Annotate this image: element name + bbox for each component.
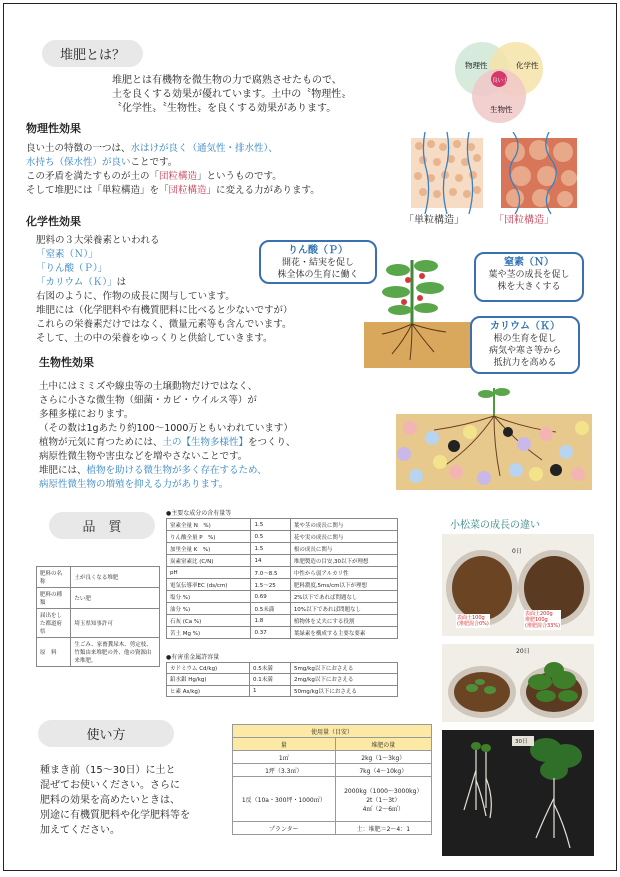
physical-line-3: この矛盾を満たすものが土の「団粒構造」というものです。 (26, 171, 282, 182)
table-row: ヒ素 As/kg) 1 50mg/kg以下におさえる (167, 685, 398, 696)
usage-table-title: 使用量（目安） (233, 725, 432, 738)
biological-body-3: 多種多様におります。 (39, 409, 134, 420)
table-row: 苦土 Mg %) 0.37 葉緑素を構成する主要な要素 (167, 627, 398, 639)
soil-structure-illustration (409, 132, 589, 224)
day20-label: 20日 (516, 648, 530, 655)
physical-line-1: 良い土の特徴の一つは、水はけが良く（通気性・排水性）、 (26, 143, 278, 154)
table-row: 電気伝導率EC (ds/cm) 1.5〜25 肥料濃度,5ms/cm以下が理想 (167, 579, 398, 591)
table-row: pH 7.0〜8.5 中性から弱アルカリ性 (167, 567, 398, 579)
physical-heading: 物理性効果 (26, 122, 81, 135)
venn-center-label: 良い土 (492, 78, 509, 84)
usage-line-2: 混ぜてお使いください。さらに (40, 780, 180, 791)
table-row: 1坪（3.3㎡） 7kg（4〜10kg） (233, 764, 432, 777)
biological-line-7: 堆肥には、植物を助ける微生物が多く存在するため、 (39, 465, 267, 476)
flyer-page (3, 3, 617, 871)
usage-title: 使い方 (38, 720, 174, 747)
nutrient-phosphate: 「りん酸（Ｐ）」 (36, 263, 108, 274)
quality-title: 品 質 (49, 512, 155, 539)
day30-label: 30日 (515, 739, 528, 745)
chemical-intro: 肥料の３大栄養素といわれる (36, 235, 160, 246)
biological-body-4: （その数は1gあたり約100〜1000万ともいわれています） (39, 423, 293, 434)
table-row: 鉛水銀 Hg/kg) 0.1未満 2mg/kg以下におさえる (167, 674, 398, 685)
venn-biological-label: 生物性 (490, 105, 513, 114)
chemical-body-2: 堆肥には（化学肥料や有機質肥料に比べると少ないですが） (36, 305, 293, 316)
soil-layer (364, 322, 474, 368)
metals-table (166, 662, 398, 697)
usage-line-5: 加えてください。 (40, 825, 120, 836)
aggregate-label: 「団粒構造」 (494, 215, 554, 226)
physical-line-2: 水持ち（保水性）が良いことです。 (26, 157, 178, 168)
biological-line-5: 植物が元気に育つためには、土の【生物多様性】をつくり、 (39, 437, 296, 448)
usage-line-1: 種まき前（15〜30日）に土と (40, 765, 176, 776)
table-row: カドミウム Cd/kg) 0.5未満 5mg/kg以下におさえる (167, 663, 398, 674)
table-row: 1㎡ 2kg（1〜3kg） (233, 751, 432, 764)
table-row: 窒素全量 N %) 1.5 葉や茎の成長に関与 (167, 519, 398, 531)
intro-line-2: 土を良くする効果が優れています。土中の〝物理性〟 (112, 89, 352, 100)
day0-label: 0日 (512, 548, 522, 555)
components-table (166, 518, 398, 639)
callout-nitrogen: 窒素（Ｎ） 葉や茎の成長を促し 株を大きくする (474, 252, 584, 302)
venn-chemical-label: 化学性 (516, 61, 539, 70)
biological-line-6: 病原性微生物や害虫などを増やさないことです。 (39, 451, 248, 462)
single-grain-label: 「単粒構造」 (404, 215, 464, 226)
biological-body-2: さらに小さな微生物（細菌・カビ・ウイルス等）が (39, 395, 257, 406)
plant-illustration (364, 240, 474, 380)
table-row: 1反（10a・300坪・1000㎡） 2000kg（1000〜3000kg） 2t（1〜3t） 4㎥（2〜6㎥） (233, 777, 432, 822)
components-title: ●主要な成分の含有量等 (166, 510, 232, 517)
nutrient-potassium-line: 「カリウム（Ｋ）」は (36, 277, 127, 288)
day30-photo (442, 730, 594, 856)
callout-potassium: カリウム（Ｋ） 根の生育を促し 病気や寒さ等から 抵抗力を高める (470, 316, 580, 374)
chemical-body-4: そして、土の中の栄養をゆっくりと供給していきます。 (36, 333, 273, 344)
table-row: 加里全量 K %) 1.5 根の成長に関与 (167, 543, 398, 555)
biological-body-1: 土中にはミミズや線虫等の土壌動物だけではなく、 (39, 381, 258, 392)
fertilizer-spec-table: 肥料の名称 土が良くなる堆肥 肥料の種類 たい肥 届出をした都道府県 埼玉県知事許可 原 料 生ごみ、家畜糞尿木、剪定枝、竹類由来堆肥の外、他の資源由来堆肥。 (36, 566, 160, 667)
biological-heading: 生物性効果 (39, 356, 94, 369)
chemical-heading: 化学性効果 (26, 215, 81, 228)
day0-left-label: 表面土100g (堆肥混合0%) (457, 615, 489, 627)
intro-line-1: 堆肥とは有機物を微生物の力で腐熟させたもので、 (112, 75, 342, 86)
table-row: りん酸全量 P %) 0.5 花や実の成長に関与 (167, 531, 398, 543)
biological-line-8: 病原性微生物の増殖を抑える力があります。 (39, 479, 229, 490)
table-row: 油分 %) 0.5未満 10%以下であれば問題なし (167, 603, 398, 615)
table-row: 塩分 %) 0.69 2%以下であれば問題なし (167, 591, 398, 603)
soil-venn-diagram (434, 34, 564, 129)
day20-photo (442, 644, 594, 722)
callout-phosphate: りん酸（Ｐ） 開花・結実を促し 株全体の生育に働く (259, 240, 377, 284)
chemical-body-3: これらの栄養素だけではなく、微量元素等も含んでいます。 (36, 319, 292, 330)
physical-line-4: そして堆肥には「単粒構造」を「団粒構造」に変える力があります。 (26, 185, 320, 196)
table-row: プランター 土：堆肥＝2〜4：1 (233, 822, 432, 835)
aggregate-clumps (505, 140, 577, 207)
usage-amount-table: 使用量（目安） 量 堆肥の量 1㎡ 2kg（1〜3kg） 1坪（3.3㎡） 7kg（4〜10kg） 1反（10a・300坪・1000㎡） 2000kg（1000〜3000kg） 2t（1〜3t） 4㎥（2〜6㎥） プランター 土：堆肥＝2〜4：1 (232, 724, 432, 835)
venn-physical-label: 物理性 (465, 61, 488, 70)
metals-title: ●有害重金属許容量 (166, 654, 220, 661)
intro-line-3: 〝化学性〟〝生物性〟を良くする効果があります。 (112, 103, 337, 114)
nutrient-nitrogen: 「窒素（Ｎ）」 (36, 249, 98, 260)
table-row: 炭素窒素比 (C/N) 14 堆肥製造の目安,30以下が理想 (167, 555, 398, 567)
usage-line-3: 肥料の効果を高めたいときは、 (40, 795, 180, 806)
chemical-body-1: 右図のように、作物の成長に関与しています。 (36, 291, 235, 302)
growth-title: 小松菜の成長の違い (450, 520, 540, 531)
table-row: 石灰 (Ca %) 1.8 植物体を丈夫にする役割 (167, 615, 398, 627)
microbe-soil-illustration (396, 382, 592, 490)
day0-right-label: 表面土200g 堆肥100g (堆肥混合33%) (525, 611, 561, 629)
usage-line-4: 別途に有機質肥料や化学肥料等を (40, 810, 190, 821)
intro-title: 堆肥とは？ (42, 40, 143, 67)
